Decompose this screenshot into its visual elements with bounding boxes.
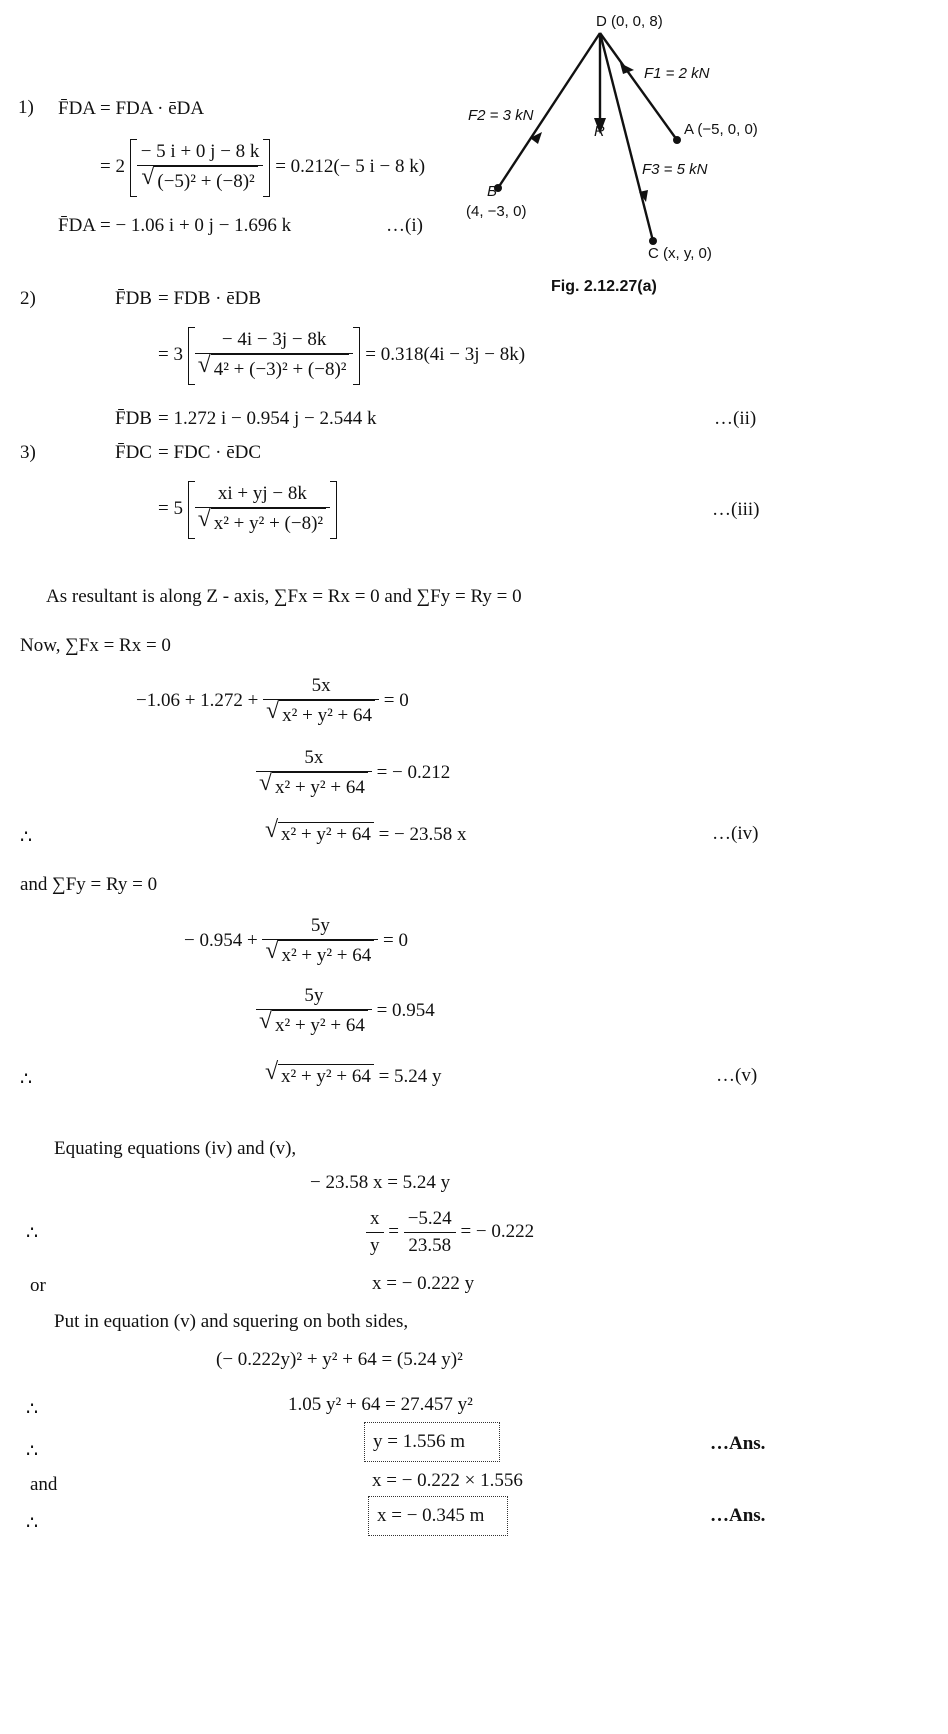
label-R: R (594, 123, 605, 140)
equating-eq3: x = − 0.222 y (372, 1273, 475, 1294)
label-point-D: D (0, 0, 8) (596, 13, 663, 30)
sum-fx-eq2 (256, 742, 450, 804)
sum-fx-eq1-sqrt: √ x² + y² + 64 (279, 700, 375, 731)
sum-fx-eq1 (136, 670, 409, 732)
force-diagram (460, 8, 780, 348)
step3-expanded (158, 474, 337, 544)
sum-fy-eq3 (266, 1064, 442, 1089)
answer-x: x = − 0.345 m (377, 1505, 485, 1526)
put-eq3: x = − 0.222 × 1.556 (372, 1470, 523, 1491)
sum-fy-therefore: ∴ (20, 1069, 33, 1090)
sum-fx-eq2-sqrt: √ x² + y² + 64 (272, 772, 368, 803)
step3-numerator: xi + yj − 8k (195, 481, 330, 508)
step1-fraction (137, 139, 264, 197)
label-point-B: B (487, 183, 498, 200)
step3-number: 3) (20, 442, 36, 463)
equating-eq2-lhs-fraction (366, 1206, 384, 1259)
step2-rhs: = FDB · ēDB (158, 288, 262, 309)
equating-or: or (30, 1275, 46, 1296)
sum-fy-eq1-fraction (262, 913, 378, 971)
sum-fy-eq2-sqrt: √ x² + y² + 64 (272, 1010, 368, 1041)
equating-eq2 (366, 1202, 534, 1262)
sum-fx-eq3-rhs: = − 23.58 x (378, 824, 467, 845)
sum-fx-eq1-rhs: = 0 (383, 690, 409, 711)
sum-fy-eq1-left: − 0.954 + (184, 930, 258, 951)
sum-fy-heading: and ∑Fy = Ry = 0 (20, 874, 158, 895)
step1-lhs: F̄DA (58, 98, 97, 119)
answer-box-y (364, 1422, 500, 1462)
sum-fy-eq3-sqrt: √ x² + y² + 64 (278, 1064, 374, 1089)
label-point-C: C (x, y, 0) (648, 245, 712, 262)
step2-denominator (195, 354, 354, 385)
line-DA (600, 33, 677, 140)
step1-rhs: = FDA · ēDA (100, 98, 205, 119)
sum-fx-therefore: ∴ (20, 827, 33, 848)
step3-denominator (195, 508, 330, 539)
sum-fx-heading: Now, ∑Fx = Rx = 0 (20, 635, 171, 656)
equation-tag-iii: …(iii) (712, 499, 760, 520)
sum-fx-eq2-denominator (256, 772, 372, 803)
equating-eq2-rhs-den: 23.58 (408, 1235, 452, 1257)
step1-sqrt: √ (−5)² + (−8)² (154, 166, 257, 197)
label-F1: F1 = 2 kN (644, 65, 710, 82)
sum-fy-eq1-numerator: 5y (262, 913, 378, 940)
equation-tag-iv: …(iv) (712, 823, 759, 844)
step2-tail: = 0.318(4i − 3j − 8k) (365, 344, 526, 365)
step2-numerator: − 4i − 3j − 8k (195, 327, 354, 354)
sum-fy-eq2-rhs: = 0.954 (376, 1000, 435, 1021)
equation-tag-i: …(i) (386, 215, 423, 236)
answer-tag-x: …Ans. (710, 1505, 766, 1526)
arrow-F2 (530, 132, 542, 144)
put-therefore-3: ∴ (26, 1513, 39, 1534)
sum-fx-eq3 (266, 822, 467, 847)
sum-fx-eq3-sqrt: √ x² + y² + 64 (278, 822, 374, 847)
step2-number: 2) (20, 288, 36, 309)
step1-denominator (137, 166, 264, 197)
sum-fy-eq2 (256, 980, 435, 1042)
sum-fy-eq2-denominator (256, 1010, 372, 1041)
arrow-F1 (620, 63, 634, 74)
label-F2: F2 = 3 kN (468, 107, 534, 124)
equating-eq2-lhs-num: x (366, 1206, 384, 1233)
point-A (673, 136, 681, 144)
sum-fx-eq2-fraction (256, 745, 372, 803)
step3-lhs: F̄DC (115, 442, 152, 463)
sum-fx-eq2-numerator: 5x (256, 745, 372, 772)
step1-tail: = 0.212(− 5 i − 8 k) (275, 156, 426, 177)
equating-eq2-lhs-den: y (370, 1235, 380, 1257)
equating-eq2-equals: = (388, 1221, 399, 1242)
step2-fraction (195, 327, 354, 385)
answer-box-x (368, 1496, 508, 1536)
equation-tag-ii: …(ii) (714, 408, 757, 429)
answer-tag-y: …Ans. (710, 1433, 766, 1454)
label-point-B-coord: (4, −3, 0) (466, 203, 527, 220)
equating-eq2-rhs-num: −5.24 (404, 1206, 456, 1233)
equating-eq2-rhs-fraction (404, 1206, 456, 1259)
sum-fy-eq2-fraction (256, 983, 372, 1041)
step1-expanded (100, 132, 425, 202)
put-and: and (30, 1474, 58, 1495)
step2-result-lhs: F̄DB (115, 408, 152, 429)
sum-fy-eq2-numerator: 5y (256, 983, 372, 1010)
answer-y: y = 1.556 m (373, 1431, 465, 1452)
step1-result-lhs: F̄DA (58, 215, 97, 236)
label-point-A: A (−5, 0, 0) (684, 121, 758, 138)
step3-sqrt: √ x² + y² + (−8)² (211, 508, 326, 539)
sum-fy-eq1-sqrt: √ x² + y² + 64 (278, 940, 374, 971)
sum-fy-eq3-rhs: = 5.24 y (378, 1066, 442, 1087)
put-therefore-2: ∴ (26, 1441, 39, 1462)
sum-fy-eq1-denominator (262, 940, 378, 971)
equating-statement: Equating equations (iv) and (v), (54, 1138, 297, 1159)
equation-tag-v: …(v) (716, 1065, 758, 1086)
step1-result-rhs: = − 1.06 i + 0 j − 1.696 k (100, 215, 292, 236)
sum-fy-eq1 (184, 910, 408, 972)
sum-fy-eq1-rhs: = 0 (383, 930, 408, 951)
step3-rhs: = FDC · ēDC (158, 442, 262, 463)
sum-fx-eq2-rhs: = − 0.212 (376, 762, 451, 783)
sum-fx-eq1-left: −1.06 + 1.272 + (136, 690, 259, 711)
step1-numerator: − 5 i + 0 j − 8 k (137, 139, 264, 166)
label-F3: F3 = 5 kN (642, 161, 708, 178)
sum-fx-eq1-denominator (263, 700, 379, 731)
step2-sqrt: √ 4² + (−3)² + (−8)² (211, 354, 350, 385)
step2-coef: = 3 (158, 344, 183, 365)
step3-coef: = 5 (158, 498, 183, 519)
equating-therefore: ∴ (26, 1223, 39, 1244)
step2-bracket (188, 327, 361, 385)
resultant-statement: As resultant is along Z - axis, ∑Fx = Rx = 0 and ∑Fy = Ry = 0 (46, 586, 522, 607)
step1-number: 1) (18, 97, 34, 118)
figure-caption: Fig. 2.12.27(a) (551, 278, 657, 295)
step2-result-rhs: = 1.272 i − 0.954 j − 2.544 k (158, 408, 377, 429)
step2-expanded (158, 320, 525, 390)
step1-coef: = 2 (100, 156, 125, 177)
sum-fx-eq1-numerator: 5x (263, 673, 379, 700)
put-eq1: (− 0.222y)² + y² + 64 = (5.24 y)² (216, 1349, 463, 1370)
equating-eq1: − 23.58 x = 5.24 y (310, 1172, 451, 1193)
put-statement: Put in equation (v) and squering on both sides, (54, 1311, 409, 1332)
step3-fraction (195, 481, 330, 539)
step2-lhs: F̄DB (115, 288, 152, 309)
step3-bracket (188, 481, 337, 539)
put-eq2: 1.05 y² + 64 = 27.457 y² (288, 1394, 473, 1415)
step1-bracket (130, 139, 271, 197)
put-therefore-1: ∴ (26, 1399, 39, 1420)
sum-fx-eq1-fraction (263, 673, 379, 731)
equating-eq2-tail: = − 0.222 (460, 1221, 535, 1242)
